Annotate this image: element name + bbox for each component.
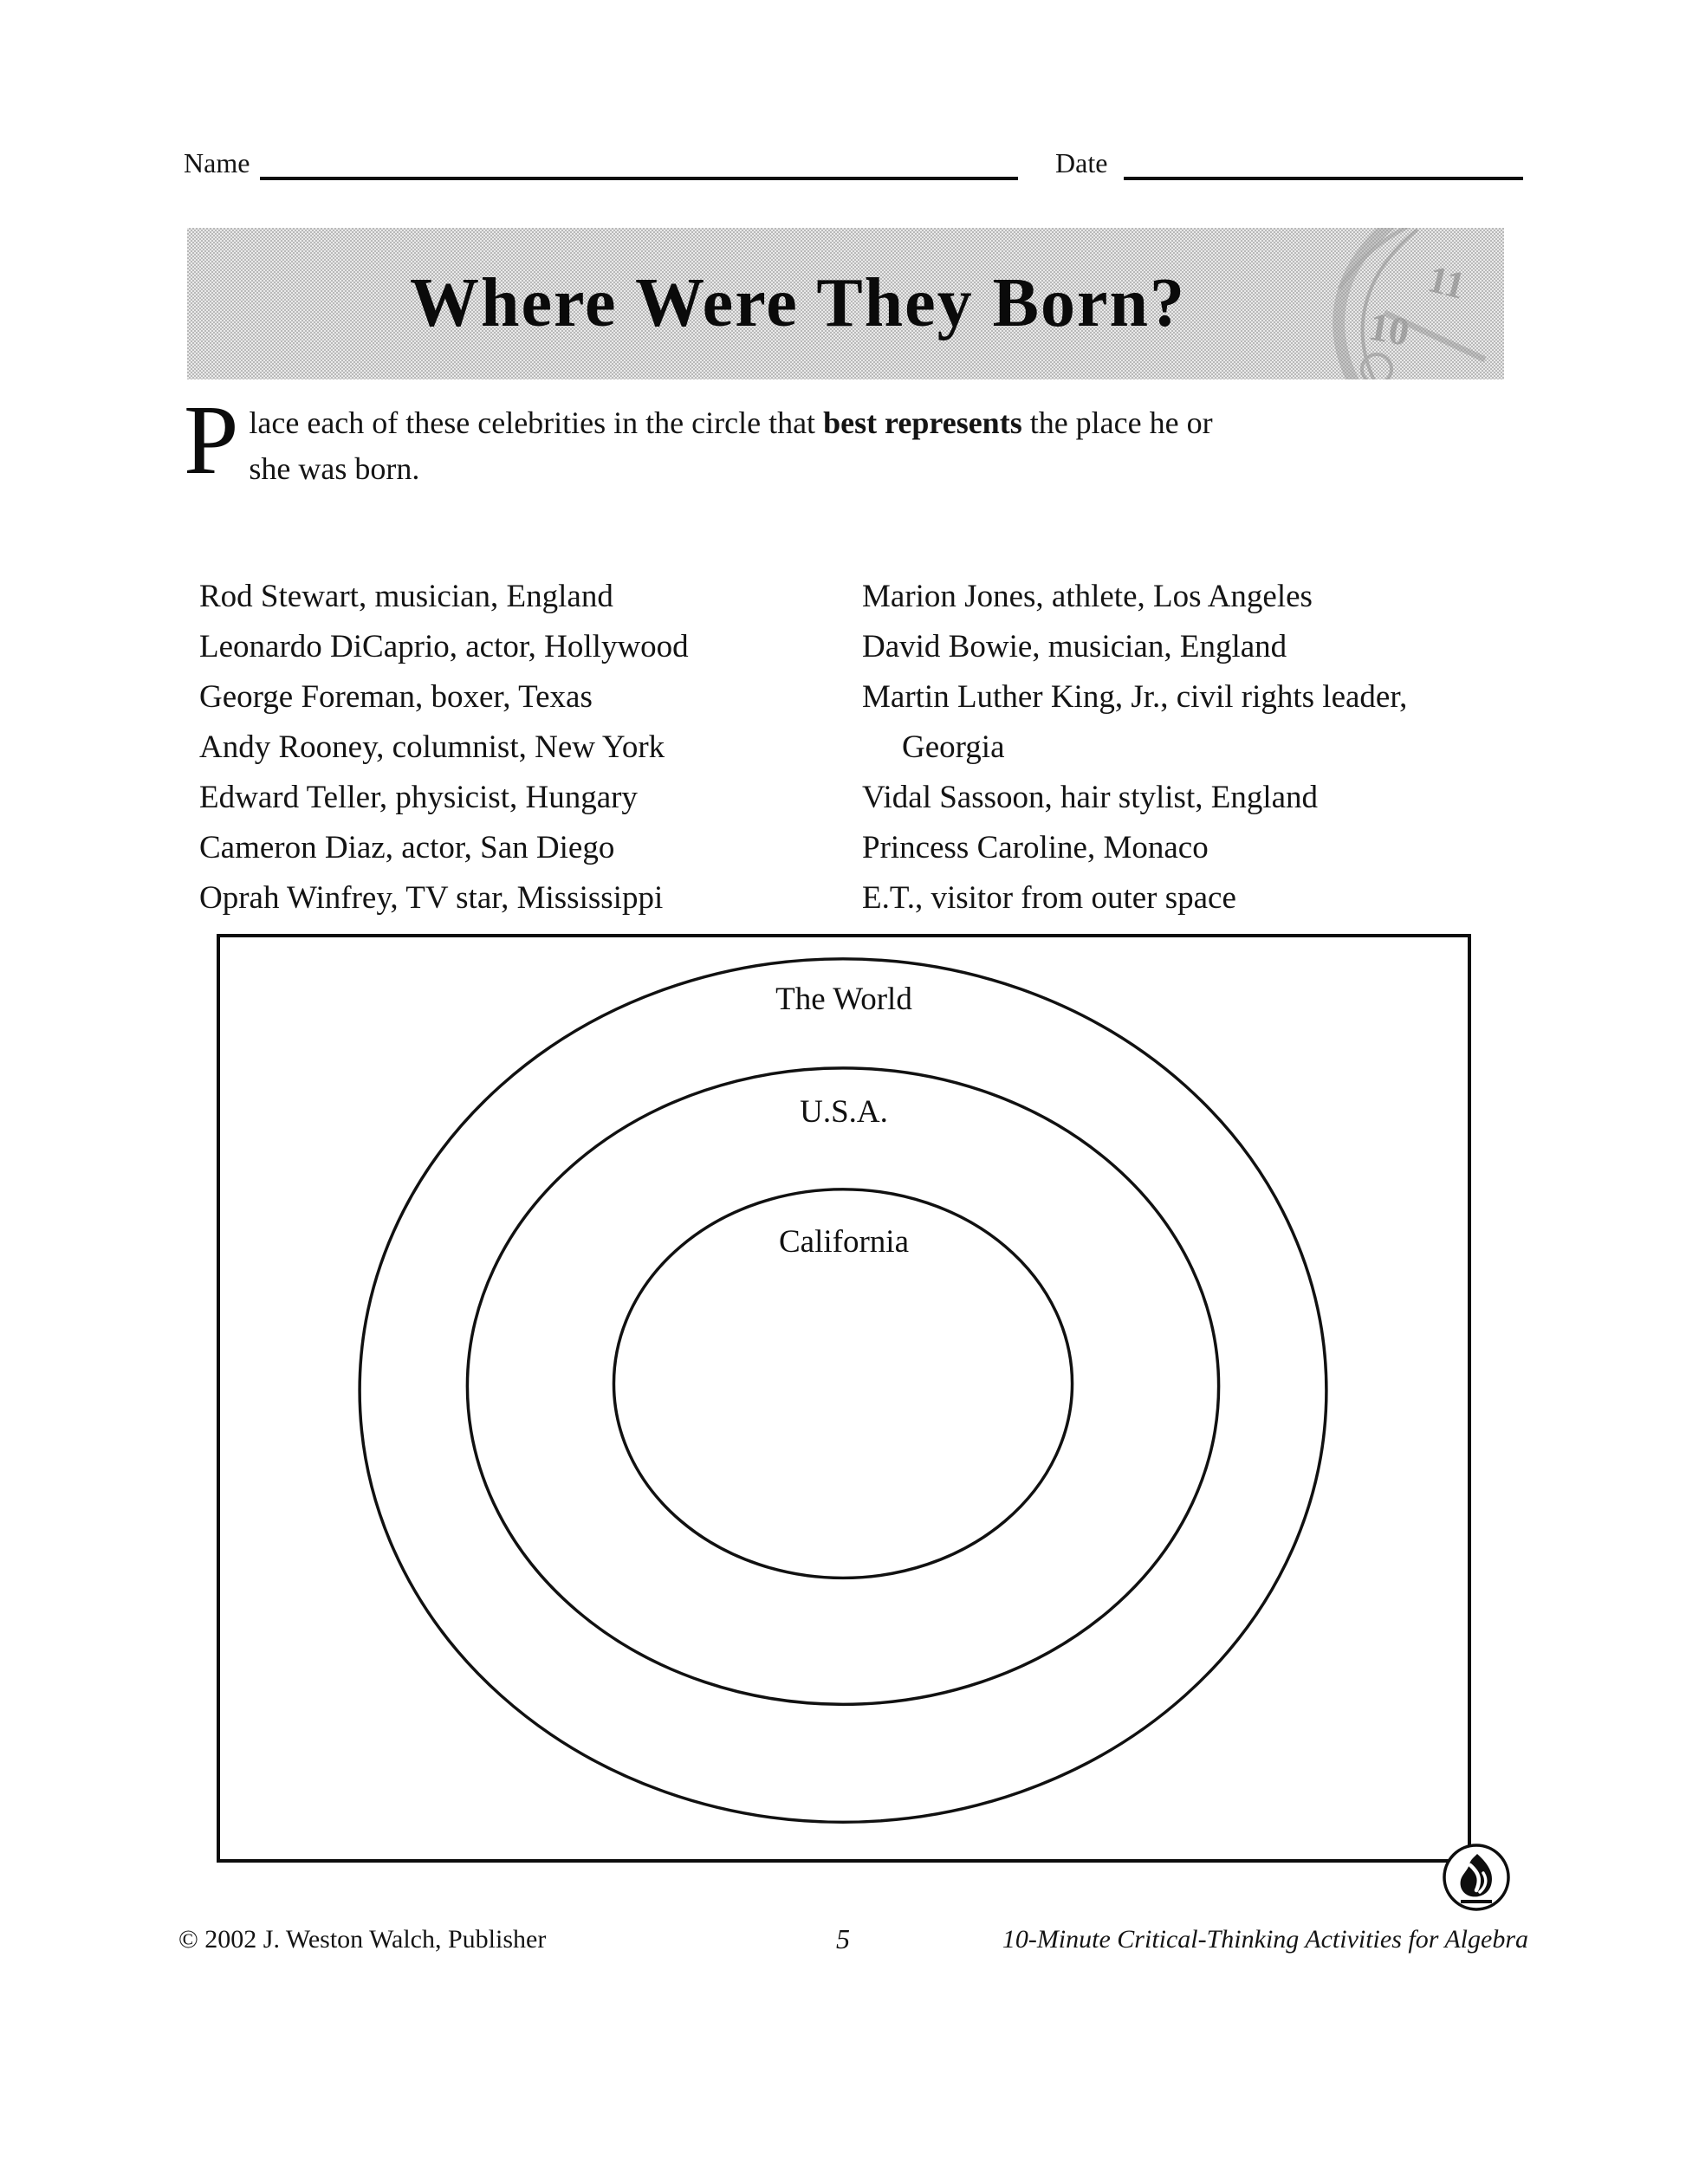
instructions-bold-phrase: best represents: [823, 405, 1022, 440]
clock-numeral-10: 10: [1365, 303, 1413, 354]
page-title: Where Were They Born?: [409, 265, 1187, 341]
footer-copyright: © 2002 J. Weston Walch, Publisher: [178, 1925, 547, 1954]
footer-page-number: 5: [836, 1923, 850, 1954]
inner-ring-label: California: [778, 1224, 909, 1260]
walch-flame-logo-icon: [1440, 1841, 1513, 1914]
list-item: Cameron Diaz, actor, San Diego: [199, 830, 615, 865]
list-item: Oprah Winfrey, TV star, Mississippi: [199, 880, 664, 916]
list-item: Andy Rooney, columnist, New York: [199, 729, 665, 765]
dropcap-letter: P: [184, 385, 239, 495]
instructions-line1: lace each of these celebrities in the circle that best represents the place he or: [249, 405, 1213, 440]
name-label: Name: [184, 147, 250, 178]
list-item: Martin Luther King, Jr., civil rights leader, Georgia: [862, 679, 1408, 765]
list-item: Rod Stewart, musician, England: [199, 579, 613, 614]
concentric-circles: [220, 937, 1468, 1859]
pocket-watch-icon: [1287, 228, 1504, 379]
list-item: David Bowie, musician, England: [862, 629, 1287, 664]
date-label: Date: [1055, 147, 1108, 178]
venn-diagram-box: [217, 934, 1471, 1863]
clock-numeral-11: 11: [1423, 257, 1469, 308]
name-blank-line: [260, 177, 1018, 180]
instructions-paragraph: [184, 385, 1501, 495]
list-item: Marion Jones, athlete, Los Angeles: [862, 579, 1313, 614]
list-item: Edward Teller, physicist, Hungary: [199, 780, 638, 815]
list-item: Vidal Sassoon, hair stylist, England: [862, 780, 1319, 815]
list-item: E.T., visitor from outer space: [862, 880, 1236, 916]
date-blank-line: [1124, 177, 1523, 180]
middle-ring-label: U.S.A.: [800, 1094, 888, 1130]
list-item: Leonardo DiCaprio, actor, Hollywood: [199, 629, 689, 664]
list-item: George Foreman, boxer, Texas: [199, 679, 593, 715]
outer-ring-label: The World: [775, 982, 912, 1017]
list-item: Princess Caroline, Monaco: [862, 830, 1209, 865]
footer-book-title: 10-Minute Critical-Thinking Activities for Algebra: [1002, 1925, 1528, 1954]
celebrity-list-left: [199, 572, 840, 924]
celebrity-list-right: [862, 572, 1469, 924]
instructions-line2: she was born.: [249, 451, 420, 486]
title-banner: [187, 228, 1504, 379]
